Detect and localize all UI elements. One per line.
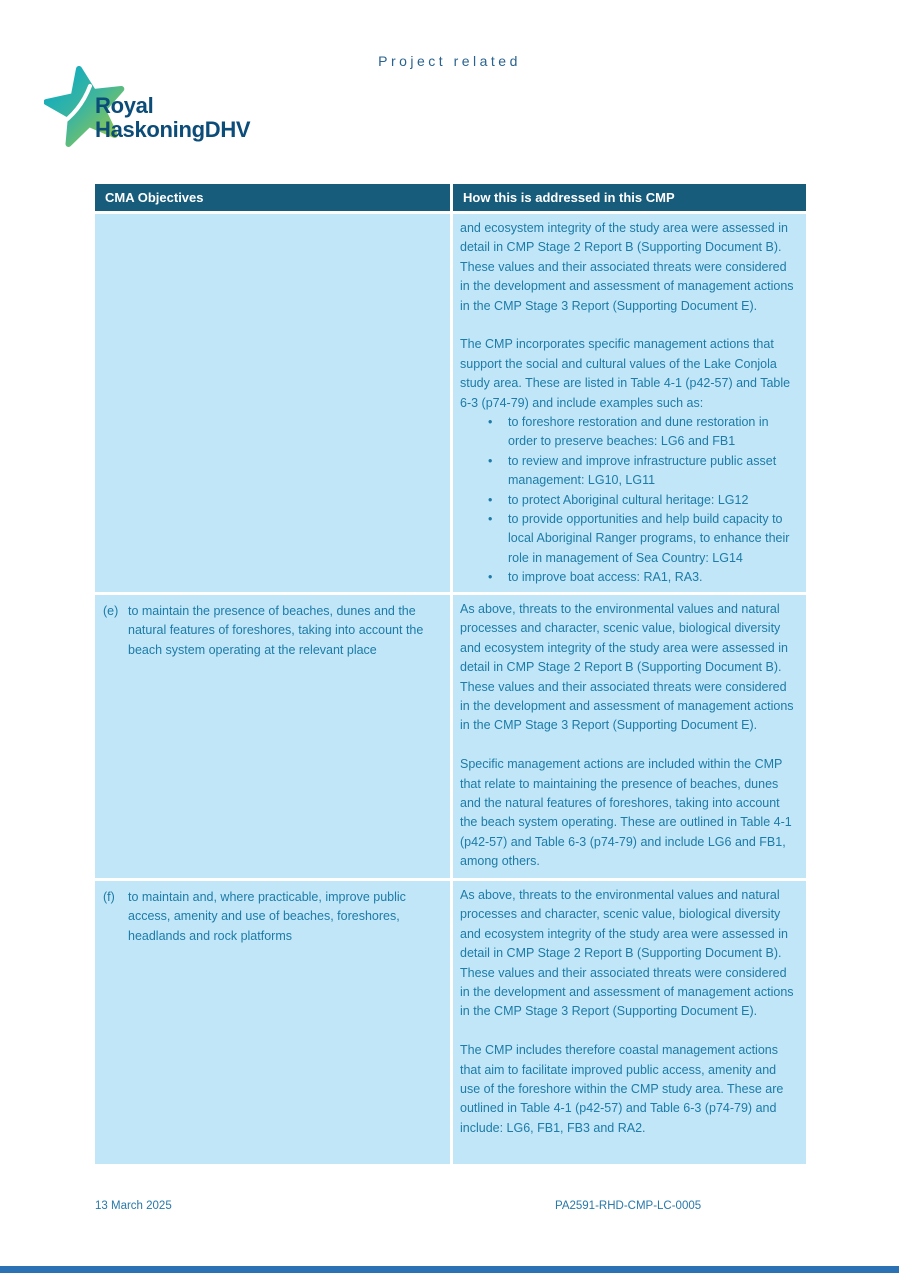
response-paragraph: The CMP incorporates specific management actions that support the social and cultural values of the Lake Conjola study area. These are listed in Table 4-1 (p42-57) and Table 6-3 (p74-79) and include examples such as: — [460, 337, 791, 410]
column-header-objectives: CMA Objectives — [95, 184, 450, 211]
objective-label: (f) — [103, 890, 115, 904]
objective-text: to maintain and, where practicable, improve public access, amenity and use of beaches, foreshores, headlands and rock platforms — [128, 890, 406, 943]
objective-cell-continuation — [95, 214, 450, 592]
objective-text: to maintain the presence of beaches, dunes and the natural features of foreshores, taking into account the beach system operating at the relevant place — [128, 604, 424, 657]
bullet-text: to protect Aboriginal cultural heritage: LG12 — [508, 492, 749, 507]
bullet-icon: • — [488, 512, 493, 527]
bullet-icon: • — [488, 415, 493, 430]
list-item — [460, 510, 799, 568]
list-item — [460, 413, 799, 452]
bottom-accent-bar — [0, 1266, 899, 1273]
footer-document-reference: PA2591-RHD-CMP-LC-0005 — [555, 1200, 702, 1212]
response-paragraph: Specific management actions are included within the CMP that relate to maintaining the presence of beaches, dunes and the natural features of foreshores, taking into account the beach system operating. These are outlined in Table 4-1 (p42-57) and Table 6-3 (p74-79) and include LG6 and FB1, among others. — [460, 757, 792, 869]
bullet-text: to improve boat access: RA1, RA3. — [508, 570, 703, 585]
header-note: Project related — [378, 53, 521, 69]
column-header-response: How this is addressed in this CMP — [453, 184, 806, 211]
response-cell-f — [453, 881, 806, 1164]
list-item — [460, 568, 799, 587]
bullet-icon: • — [488, 453, 493, 468]
cma-objectives-table — [95, 184, 806, 1164]
response-paragraph: As above, threats to the environmental values and natural processes and character, scenic value, biological diversity and ecosystem integrity of the study area were assessed in detail in CMP Stage 2 Report B (Supporting Document B). These values and their associated threats were considered in the development and assessment of management actions in the CMP Stage 3 Report (Supporting Document E). — [460, 602, 794, 733]
company-logo — [44, 64, 304, 154]
logo-wordmark — [95, 94, 250, 142]
objective-label: (e) — [103, 604, 119, 618]
bullet-icon: • — [488, 492, 493, 507]
logo-line2: HaskoningDHV — [95, 117, 251, 142]
response-cell-continuation — [453, 214, 806, 592]
response-paragraph: The CMP includes therefore coastal management actions that aim to facilitate improved public access, amenity and use of the foreshore within the CMP study area. These are outlined in Table 4-1 (p42-57) and Table 6-3 (p74-79) and include: LG6, FB1, FB3 and RA2. — [460, 1043, 784, 1135]
response-paragraph: As above, threats to the environmental values and natural processes and character, scenic value, biological diversity and ecosystem integrity of the study area were assessed in detail in CMP Stage 2 Report B (Supporting Document B). These values and their associated threats were considered in the development and assessment of management actions in the CMP Stage 3 Report (Supporting Document E). — [460, 888, 794, 1019]
bullet-text: to provide opportunities and help build capacity to local Aboriginal Ranger programs, to enhance their role in management of Sea Country: LG14 — [508, 512, 790, 565]
bullet-text: to review and improve infrastructure public asset management: LG10, LG11 — [508, 453, 777, 488]
bullet-icon: • — [488, 570, 493, 585]
bullet-text: to foreshore restoration and dune restoration in order to preserve beaches: LG6 and FB1 — [508, 415, 769, 449]
objective-cell-e — [95, 595, 450, 878]
list-item — [460, 452, 799, 491]
objective-cell-f — [95, 881, 450, 1164]
response-cell-e — [453, 595, 806, 878]
footer-date: 13 March 2025 — [95, 1200, 172, 1212]
response-paragraph: and ecosystem integrity of the study area were assessed in detail in CMP Stage 2 Report B (Supporting Document B). These values and their associated threats were considered in the development and assessment of management actions in the CMP Stage 3 Report (Supporting Document E). — [460, 221, 794, 313]
logo-line1: Royal — [95, 93, 154, 118]
list-item — [460, 491, 799, 510]
